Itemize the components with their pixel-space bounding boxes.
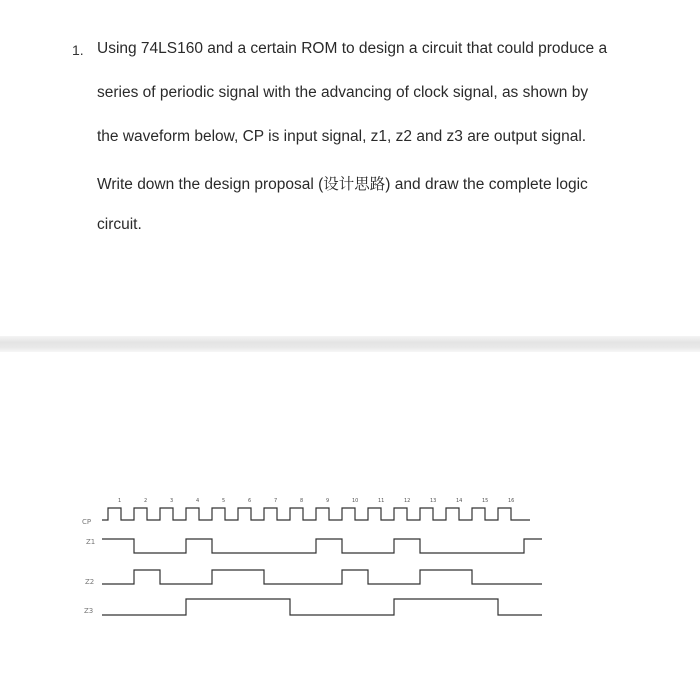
signal-label-cp: CP [82,518,92,526]
clock-number-13: 13 [430,498,437,504]
question-number: 1. [72,42,84,58]
signal-labels [82,518,95,615]
signal-label-z2: Z2 [85,578,95,586]
wave-z2 [102,570,542,584]
signal-label-z3: Z3 [84,607,94,615]
question-line-3: the waveform below, CP is input signal, z1, z2 and z3 are output signal. [97,128,587,145]
question-line-1: Using 74LS160 and a certain ROM to design a circuit that could produce a [97,40,608,57]
clock-number-5: 5 [222,498,226,504]
question-line-5: circuit. [97,216,142,233]
clock-number-10: 10 [352,498,359,504]
clock-number-12: 12 [404,498,411,504]
timing-waveform-diagram [0,480,700,640]
clock-number-15: 15 [482,498,489,504]
clock-number-6: 6 [248,498,252,504]
clock-number-9: 9 [326,498,330,504]
signal-waves [102,508,542,615]
question-line-2: series of periodic signal with the advancing of clock signal, as shown by [97,84,589,101]
clock-number-7: 7 [274,498,278,504]
clock-number-11: 11 [378,498,385,504]
wave-z1 [102,539,542,553]
wave-z3 [102,599,542,615]
clock-number-1: 1 [118,498,122,504]
signal-label-z1: Z1 [86,538,96,546]
wave-cp [102,508,530,520]
question-line-4: Write down the design proposal (设计思路) and draw the complete logic [97,176,588,193]
clock-number-2: 2 [144,498,148,504]
clock-number-labels [118,498,514,504]
clock-number-4: 4 [196,498,200,504]
section-divider [0,336,700,352]
clock-number-16: 16 [508,498,515,504]
clock-number-3: 3 [170,498,174,504]
clock-number-8: 8 [300,498,304,504]
clock-number-14: 14 [456,498,463,504]
